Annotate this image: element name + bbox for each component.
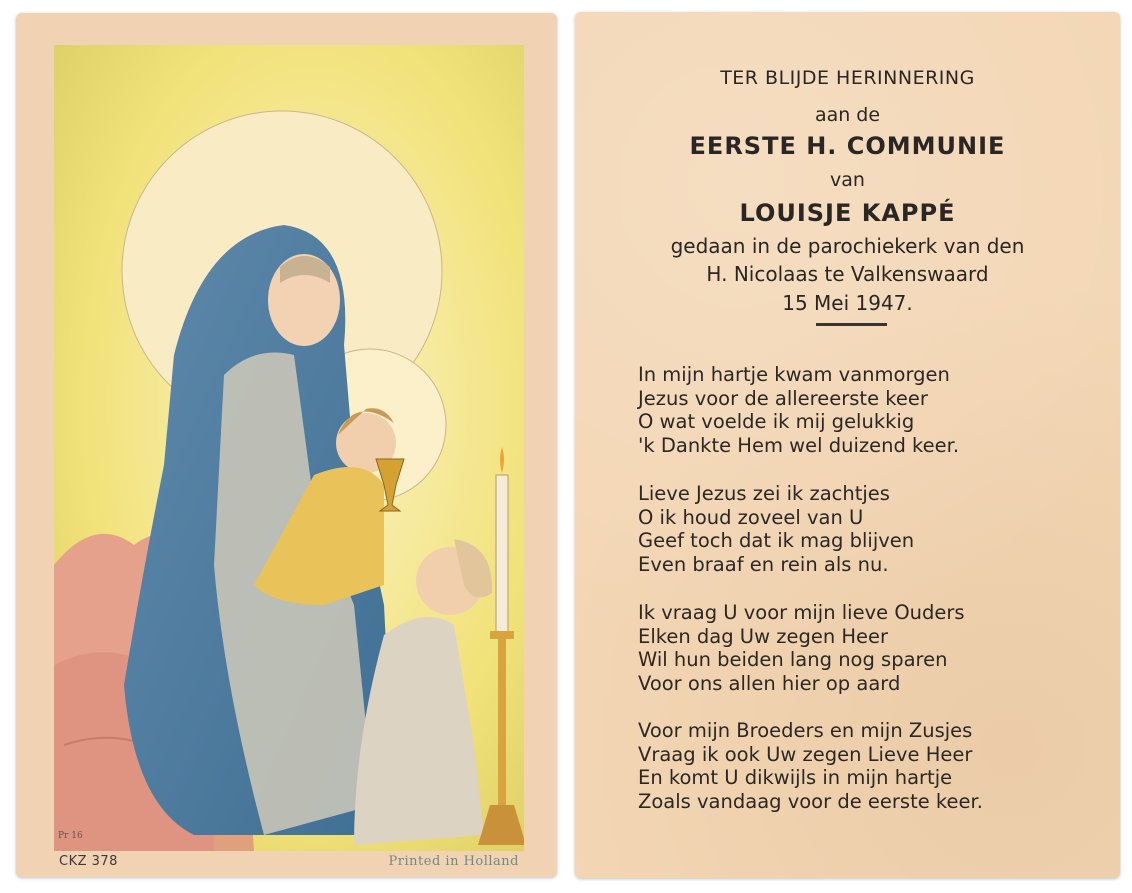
poem-line: Jezus voor de allereerste keer [638, 386, 928, 410]
poem-stanza [638, 363, 959, 457]
poem-line: En komt U dikwijls in mijn hartje [638, 766, 953, 789]
card-code: CKZ 378 [59, 854, 118, 869]
poem-line: Wil hun beiden lang nog sparen [638, 648, 948, 671]
printed-in-holland: Printed in Holland [388, 854, 519, 869]
back-card [575, 12, 1120, 878]
artist-signature: Pr 16 [58, 831, 83, 841]
of-text: van [830, 169, 865, 191]
to-the-text: aan de [814, 104, 881, 126]
poem-line: Ik vraag U voor mijn lieve Ouders [638, 601, 965, 624]
poem-line: 'k Dankte Hem wel duizend keer. [638, 433, 960, 457]
poem-line: Voor mijn Broeders en mijn Zusjes [638, 719, 973, 742]
poem-stanza [638, 719, 983, 813]
poem-stanza [638, 601, 965, 695]
poem-line: In mijn hartje kwam vanmorgen [638, 363, 950, 386]
poem-line: Zoals vandaag voor de eerste keer. [638, 789, 983, 813]
child-name: LOUISJE KAPPÉ [739, 199, 956, 227]
holy-card-illustration [54, 45, 524, 851]
poem-line: Even braaf en rein als nu. [638, 552, 889, 576]
divider [816, 323, 887, 326]
poem-line: Geef toch dat ik mag blijven [638, 529, 915, 552]
poem-line: Lieve Jezus zei ik zachtjes [638, 482, 890, 505]
communion-date: 15 Mei 1947. [782, 291, 913, 315]
candlestick [498, 639, 506, 809]
poem-stanza [638, 482, 914, 576]
poem-line: O ik houd zoveel van U [638, 505, 864, 529]
candle [496, 475, 508, 635]
front-card [16, 13, 557, 877]
parish-location: H. Nicolaas te Valkenswaard [706, 262, 989, 286]
poem-line: Voor ons allen hier op aard [638, 671, 901, 695]
remembrance-heading: TER BLIJDE HERINNERING [720, 67, 975, 89]
poem-line: Elken dag Uw zegen Heer [638, 624, 889, 648]
church-line: gedaan in de parochiekerk van den [670, 234, 1025, 258]
communion-title: EERSTE H. COMMUNIE [689, 132, 1006, 160]
madonna-child-communion-illustration [54, 45, 524, 851]
poem-line: Vraag ik ook Uw zegen Lieve Heer [638, 742, 973, 766]
poem-line: O wat voelde ik mij gelukkig [638, 410, 915, 433]
